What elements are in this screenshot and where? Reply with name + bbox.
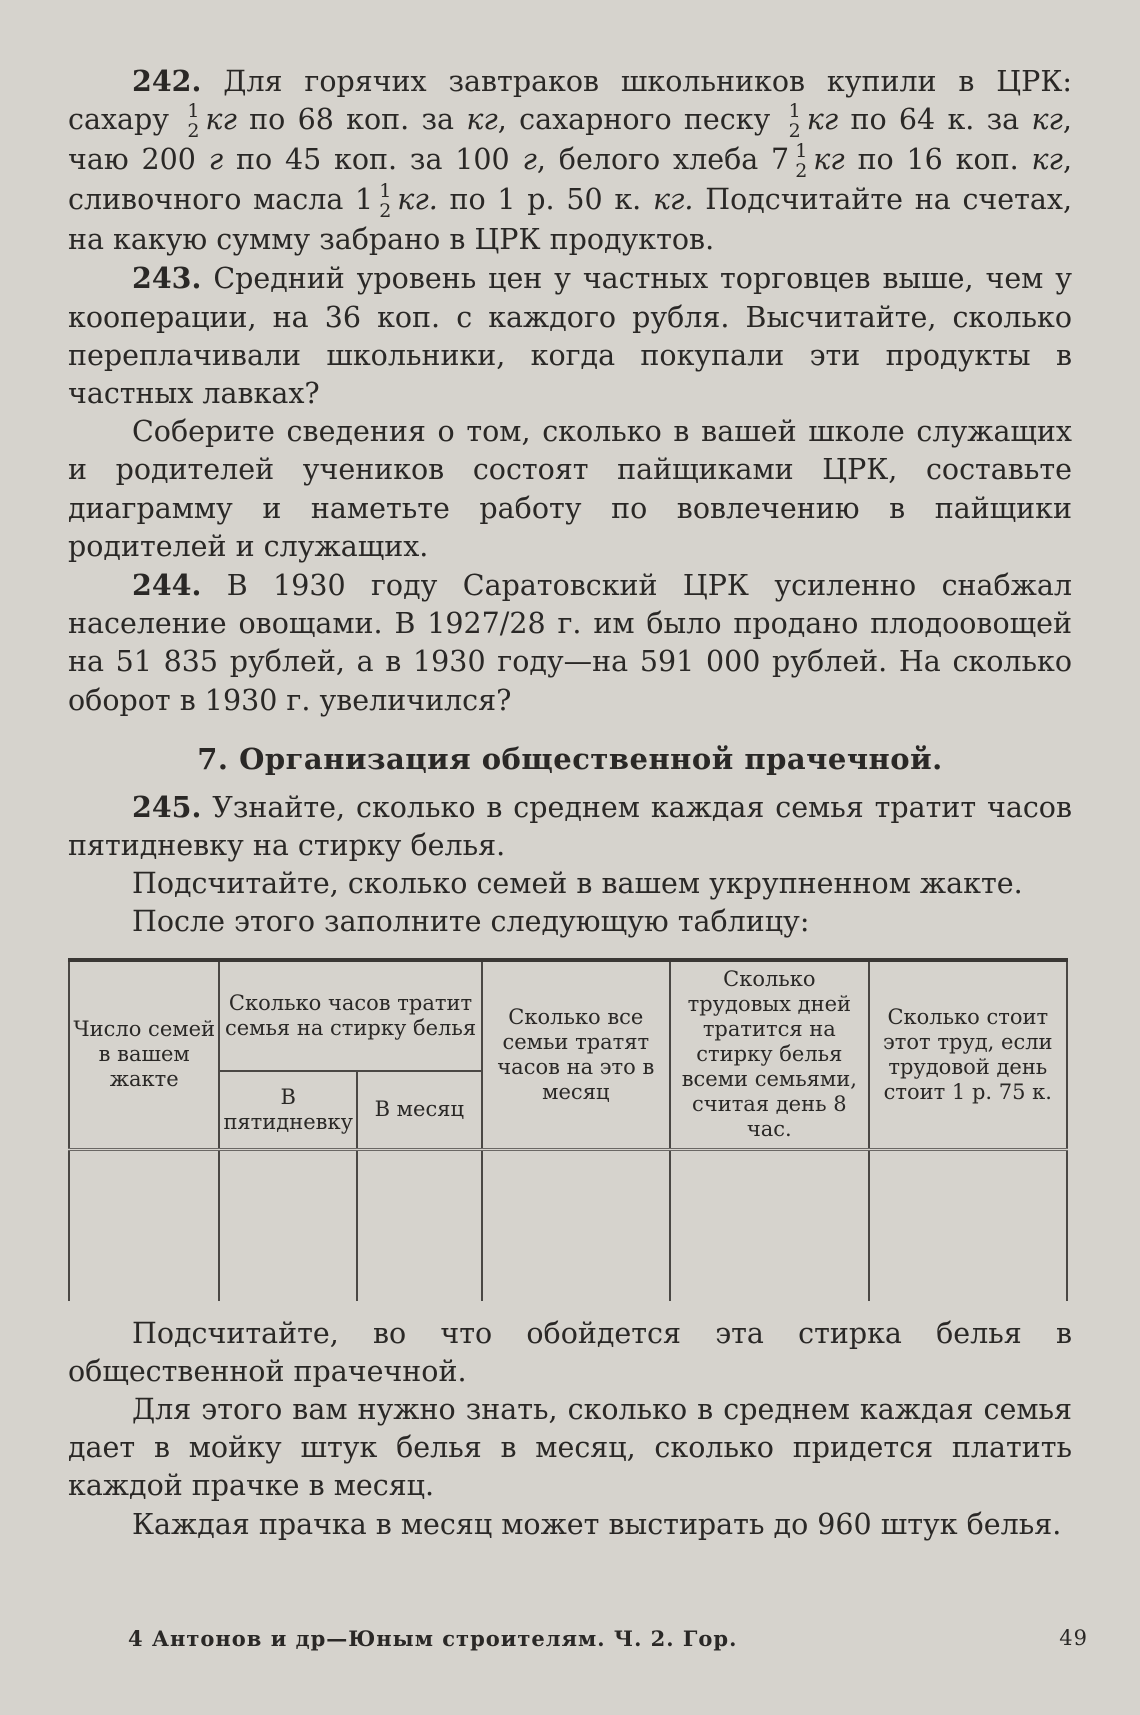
paragraph: Подсчитайте, сколько семей в вашем укрупненном жакте. — [132, 867, 1023, 901]
table-cell — [219, 1149, 357, 1301]
table-header-families: Число семей в вашем жакте — [69, 960, 219, 1150]
paragraph: Подсчитайте, во что обойдется эта стирка белья в общественной прачечной. — [68, 1316, 1072, 1388]
printer-signature: 4 Антонов и др—Юным строителям. Ч. 2. Гор. — [128, 1626, 738, 1651]
table-header-work-days: Сколько трудовых дней тратится на стирку белья всеми семьями, считая день 8 час. — [670, 960, 869, 1150]
paragraph: После этого заполните следующую таблицу: — [132, 905, 810, 939]
table-cell — [670, 1149, 869, 1301]
problem-number: 244. — [132, 568, 202, 603]
fraction: 1 2 — [795, 140, 808, 183]
problem-number: 245. — [132, 789, 202, 824]
table-cell — [357, 1149, 482, 1301]
table-header-total-hours: Сколько все семьи тратят часов на это в месяц — [482, 960, 670, 1150]
fraction: 1 2 — [788, 100, 801, 143]
table-cell — [69, 1149, 219, 1301]
paragraph: Для этого вам нужно знать, сколько в среднем каждая семья дает в мойку штук белья в месяц, сколько придется платить каждой прачке в месяц. — [68, 1393, 1072, 1503]
page-content — [68, 62, 1072, 1544]
laundry-table — [68, 958, 1068, 1301]
problem-number: 242. — [132, 64, 202, 98]
paragraph: Соберите сведения о том, сколько в вашей школе служащих и родителей учеников состоят пайщиками ЦРК, составьте диаграмму и наметьте работу по вовлечению в пайщики родителей и служащих. — [68, 415, 1072, 563]
table-header-per-month: В месяц — [357, 1071, 482, 1150]
table-cell — [482, 1149, 670, 1301]
section-title: 7. Организация общественной прачечной. — [197, 741, 943, 776]
fraction: 1 2 — [379, 180, 392, 223]
problem-244: 244. В 1930 году Саратовский ЦРК усиленно снабжал население овощами. В 1927/28 г. им было продано плодоовощей на 51 835 рублей, а в 1930 году—на 591 000 рублей. На сколько оборот в 1930 г. увеличился? — [68, 568, 1072, 717]
problem-243: 243. Средний уровень цен у частных торговцев выше, чем у кооперации, на 36 коп. с каждого рубля. Высчитайте, сколько переплачивали школьники, когда покупали эти продукты в частных лавках? — [68, 261, 1072, 411]
problem-242: 242. Для горячих завтраков школьников купили в ЦРК: сахару 1 2 кг по 68 коп. за кг, сахарного песку 1 2 кг по 64 к. за кг, чаю 200 г по 45 коп. за 100 г, белого хлеба 7 1 2 кг по 16 коп. кг, сливочного масла 1 1 2 кг. по 1 р. 50 к. кг. Подсчитайте на счетах, на какую сумму забрано в ЦРК продуктов. — [68, 64, 1073, 257]
problem-number: 243. — [132, 261, 202, 296]
page-number: 49 — [1059, 1626, 1088, 1650]
table-header-per-five-days: В пятидневку — [219, 1071, 357, 1150]
table-header-hours-per-family: Сколько часов тратит семья на стирку белья — [219, 960, 481, 1071]
table-header-cost: Сколько стоит этот труд, если трудовой день стоит 1 р. 75 к. — [869, 960, 1067, 1150]
paragraph: Каждая прачка в месяц может выстирать до 960 штук белья. — [132, 1507, 1062, 1541]
table-cell — [869, 1149, 1067, 1301]
fraction: 1 2 — [187, 100, 200, 143]
page-footer — [128, 1626, 1088, 1651]
problem-245: 245. Узнайте, сколько в среднем каждая семья тратит часов пятидневку на стирку белья. — [68, 789, 1072, 863]
